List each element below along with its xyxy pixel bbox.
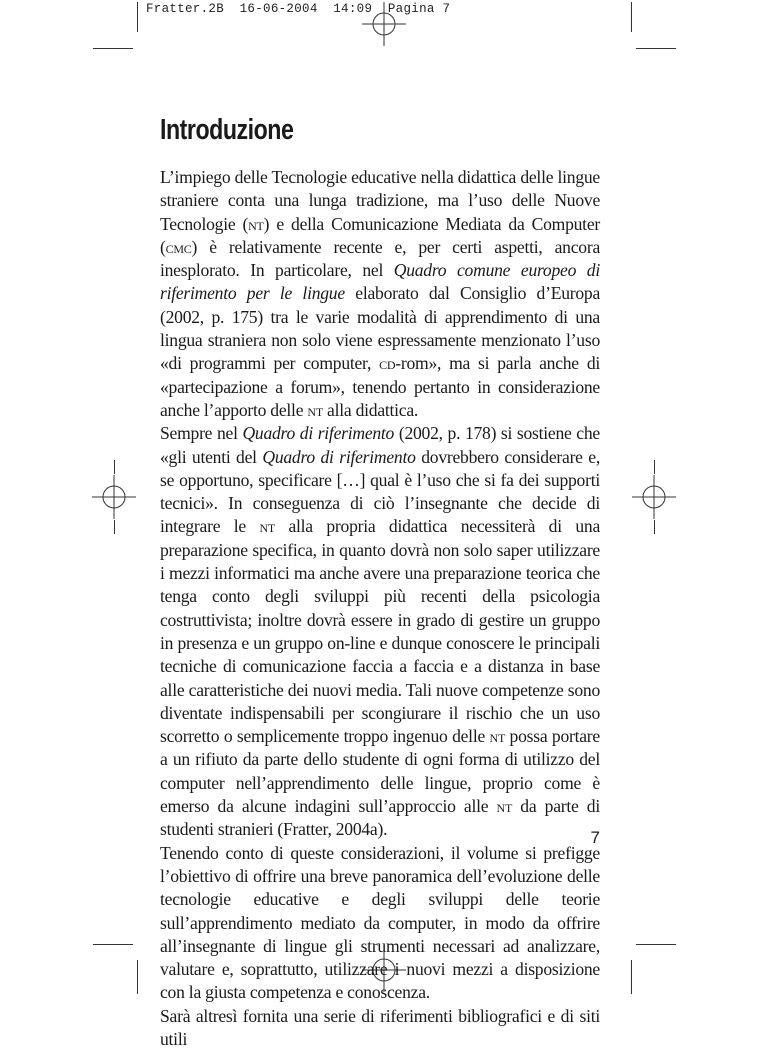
text-run: possa portare a un rifiuto da parte dello studente di ogni forma di utilizzo del computer nell’apprendimento delle lingue, proprio come è emerso da alcune indagini sull’approccio alle: [160, 726, 600, 817]
crop-mark: [654, 520, 655, 534]
crop-mark: [137, 2, 138, 32]
text-run: L’impiego delle Tecnologie educative nella didattica delle lingue straniere conta una lunga tradizione, ma l’uso delle Nuove Tecnologie (: [160, 167, 600, 234]
paragraph: [160, 1005, 600, 1051]
text-run: ) e della Comunicazione Mediata da Computer (: [160, 213, 600, 257]
registration-mark-top: [362, 2, 406, 46]
text-run: dovrebbero considerare e, se opportuno, specificare […] qual è l’uso che si fa dei supporti tecnici». In conseguenza di ciò l’insegnante che decide di integrare le: [160, 446, 600, 537]
crop-mark: [93, 944, 133, 945]
slug-filename: Fratter.2B: [146, 2, 225, 16]
paragraph: [160, 166, 600, 422]
crop-mark: [114, 520, 115, 534]
crop-mark: [654, 460, 655, 474]
text-run: elaborato dal Consiglio d’Europa (2002, p. 175) tra le varie modalità di apprendimento di una lingua straniera non solo viene espressamente menzionato l’uso «di programmi per computer,: [160, 283, 601, 374]
acronym: nt: [489, 726, 506, 747]
paragraph: [160, 842, 600, 1005]
crop-mark: [631, 960, 632, 994]
acronym: nt: [496, 796, 513, 817]
text-run: Tenendo conto di queste considerazioni, il volume si prefigge l’obiettivo di offrire una breve panoramica dell’evoluzione delle tecnologie educative e degli sviluppi delle teorie sull’apprendimento mediato da computer, in modo da offrire all’insegnante di lingue gli strumenti necessari ad analizzare, valutare e, soprattutto, utilizzare i nuovi mezzi a disposizione con la giusta competenza e conoscenza.: [160, 842, 600, 1003]
acronym: cmc: [165, 236, 192, 257]
crop-mark: [114, 460, 115, 474]
text-run: Sarà altresì fornita una serie di riferimenti bibliografici e di siti utili: [160, 1005, 600, 1049]
text-run: -rom», ma si parla anche di «partecipazione a forum», tenendo pertanto in considerazione anche l’apporto delle: [160, 353, 601, 420]
page-number: 7: [590, 828, 600, 847]
crop-mark: [636, 944, 676, 945]
acronym: cd: [379, 353, 396, 374]
slug-time: 14:09: [333, 2, 373, 16]
text-run: alla didattica.: [322, 399, 419, 420]
text-run: Sempre nel: [160, 423, 243, 444]
text-run: (2002, p. 178) si sostiene che «gli utenti del: [160, 423, 600, 467]
italic-title: Quadro comune europeo di riferimento per le lingue: [160, 260, 600, 304]
italic-title: Quadro di riferimento: [262, 446, 416, 467]
paragraph: [160, 422, 600, 841]
text-run: da parte di studenti stranieri (Fratter, 2004a).: [160, 796, 600, 840]
slug-page-label: Pagina 7: [387, 2, 451, 16]
registration-mark-right: [632, 475, 676, 519]
acronym: nt: [307, 399, 323, 420]
acronym: nt: [259, 516, 275, 537]
chapter-title: Introduzione: [160, 114, 294, 146]
text-run: ) è relativamente recente e, per certi aspetti, ancora inesplorato. In particolare, nel: [160, 236, 600, 281]
crop-mark: [631, 2, 632, 32]
italic-title: Quadro di riferimento: [242, 423, 395, 444]
body-text: [160, 166, 600, 1051]
slug-date: 16-06-2004: [239, 2, 318, 16]
registration-mark-left: [92, 475, 136, 519]
crop-mark: [137, 960, 138, 994]
text-run: alla propria didattica necessiterà di una preparazione specifica, in quanto dovrà non solo saper utilizzare i mezzi informatici ma anche avere una preparazione teorica che tenga conto degli sviluppi più recenti della psicologia costruttivista; inoltre dovrà essere in grado di gestire un gruppo in presenza e un gruppo on-line e dunque conoscere le principali tecniche di comunicazione faccia a faccia e a distanza in base alle caratteristiche dei nuovi media. Tali nuove competenze sono diventate indispensabili per scongiurare il rischio che un uso scorretto o semplicemente troppo ingenuo delle: [160, 516, 600, 747]
crop-mark: [636, 48, 676, 49]
acronym: nt: [248, 213, 264, 234]
crop-mark: [93, 48, 133, 49]
